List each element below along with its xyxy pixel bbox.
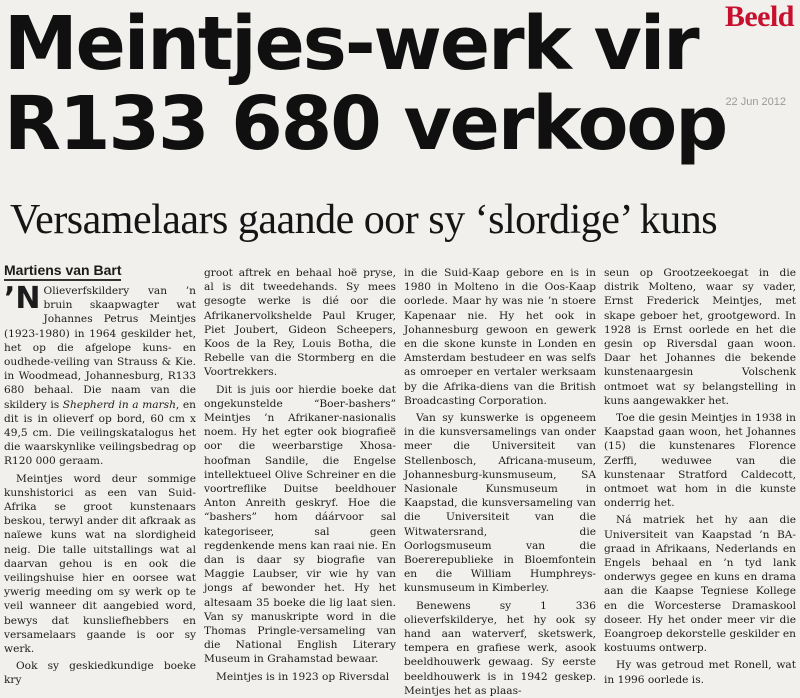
drop-cap: ’N (4, 281, 41, 316)
article-paragraph: Benewens sy 1 336 olieverfskilderye, het hy ook sy hand aan waterverf, sketswerk, tempera en grafiese werk, asook beeldhouwerk gewaag. Sy eerste beeldhouwerk is in 1942 geskep. Meintjes het as plaas- (404, 599, 596, 697)
article-paragraph: Toe die gesin Meintjes in 1938 in Kaapstad gaan woon, het Johannes (15) die kunstenares Florence Zerffi, weduwee van die kunstenaar Stratford Caldecott, ontmoet wat hom in die kunste onderrig het. (604, 412, 796, 510)
headline (4, 1, 784, 167)
publication-date: 22 Jun 2012 (725, 96, 786, 108)
headline-line-2: R133 680 verkoop (4, 81, 727, 167)
article-paragraph: ’N Olieverfskildery van ’n bruin skaapwagter wat Johannes Petrus Meintjes (1923-1980) in 1964 geskilder het, het op die afgelope kuns- en oudhede-veiling van Strauss & Kie. in Woodmead, Johannesburg, R133 680 behaal. Die naam van die skildery is Shepherd in a marsh, en dit is in olieverf op bord, 60 cm x 49,5 cm. Die veilingskatalogus het die waarskynlike veilingsbedrag op R120 000 geraam. (4, 281, 196, 468)
headline-line-1: Meintjes-werk vir (4, 1, 698, 87)
article-paragraph: seun op Grootzeekoegat in die distrik Molteno, waar sy vader, Ernst Frederick Meintjes, met skape geboer het, grootgeword. In 1928 is Ernst oorlede en het die gesin op Riversdal gaan woon. Daar het Johannes die bekende kunstenaargesin Volschenk ontmoet wat sy belangstelling in kuns aangewakker het. (604, 267, 796, 407)
article-body (4, 266, 796, 697)
subheadline: Versamelaars gaande oor sy ‘slordige’ kuns (10, 197, 718, 243)
article-paragraph: Hy was getroud met Ronell, wat in 1996 oorlede is. (604, 659, 796, 686)
byline: Martiens van Bart (4, 262, 121, 281)
article-paragraph: Meintjes word deur sommige kunshistorici as een van Suid-Afrika se groot kunstenaars beskou, terwyl ander dit afkraak as naïewe kuns wat na slordigheid neig. Die talle uitstallings wat al daarvan gehou is en ook die veilingshuise hier en oorsee wat ywerig meeding om sy werk op te veil wanneer dit aangebied word, bewys dat kunsliefhebbers en versamelaars gaande is oor sy werk. (4, 472, 196, 656)
artwork-title: Shepherd in a marsh (62, 398, 176, 411)
article-paragraph: Dit is juis oor hierdie boeke dat ongekunstelde “Boer-bashers” Meintjes ’n Afrikaner-nasionalis noem. Hy het egter ook biografieë oor die weerbarstige Xhosa-hoofman Sandile, die Engelse intellektueel Olive Schreiner en die voortreflike Duitse beeldhouer Anton Anreith geskryf. Hoe die “bashers” hom dáárvoor sal kategoriseer, sal geen regdenkende mens kan raai nie. En dan is daar sy biografie van Maggie Laubser, vir wie hy van jongs af bewonder het. Hy het altesaam 35 boeke die lig laat sien. Van sy manuskripte word in die Thomas Pringle-versameling van die National English Literary Museum in Grahamstad bewaar. (204, 383, 396, 666)
article-paragraph: Ook sy geskiedkundige boeke kry (4, 660, 196, 687)
article-column-4 (604, 266, 796, 686)
article-paragraph: groot aftrek en behaal hoë pryse, al is dit tweedehands. Sy mees gesogte werke is dié oor die Afrikanervolkshelde Paul Kruger, Piet Joubert, Gideon Scheepers, Koos de la Rey, Louis Botha, die Rebelle van die Stormberg en die Voortrekkers. (204, 267, 396, 379)
article-column-2 (204, 266, 396, 683)
article-paragraph: Van sy kunswerke is opgeneem in die kunsversamelings van onder meer die Universiteit van Stellenbosch, Africana-museum, Johannesburg-kunsmuseum, SA Nasionale Kunsmuseum in Kaapstad, die kunsversameling van die Universiteit van die Witwatersrand, die Oorlogsmuseum van die Boererepublieke in Bloemfontein en die William Humphreys-kunsmuseum in Kimberley. (404, 412, 596, 595)
article-paragraph: in die Suid-Kaap gebore en is in 1980 in Molteno in die Oos-Kaap oorlede. Maar hy was nie ’n stoere Kapenaar nie. Hy het ook in Johannesburg gewoon en gewerk en die skone kunste in Londen en Amsterdam bestudeer en was selfs as omroeper en vertaler werksaam by die Afrika-diens van die British Broadcasting Corporation. (404, 267, 596, 407)
article-column-3 (404, 266, 596, 697)
article-paragraph: Meintjes is in 1923 op Riversdal (216, 670, 390, 683)
article-column-1 (4, 266, 196, 687)
publication-masthead: Beeld (724, 0, 794, 33)
article-paragraph: Ná matriek het hy aan die Universiteit van Kaapstad ’n BA-graad in Afrikaans, Nederlands en Engels behaal en ’n tyd lank onderwys gegee en kuns en drama aan die Kaapse Tegniese Kollege en die Worcesterse Dramaskool doseer. Hy het onder meer vir die Eoangroep dekorstelle geskilder en kostuums ontwerp. (604, 514, 796, 655)
